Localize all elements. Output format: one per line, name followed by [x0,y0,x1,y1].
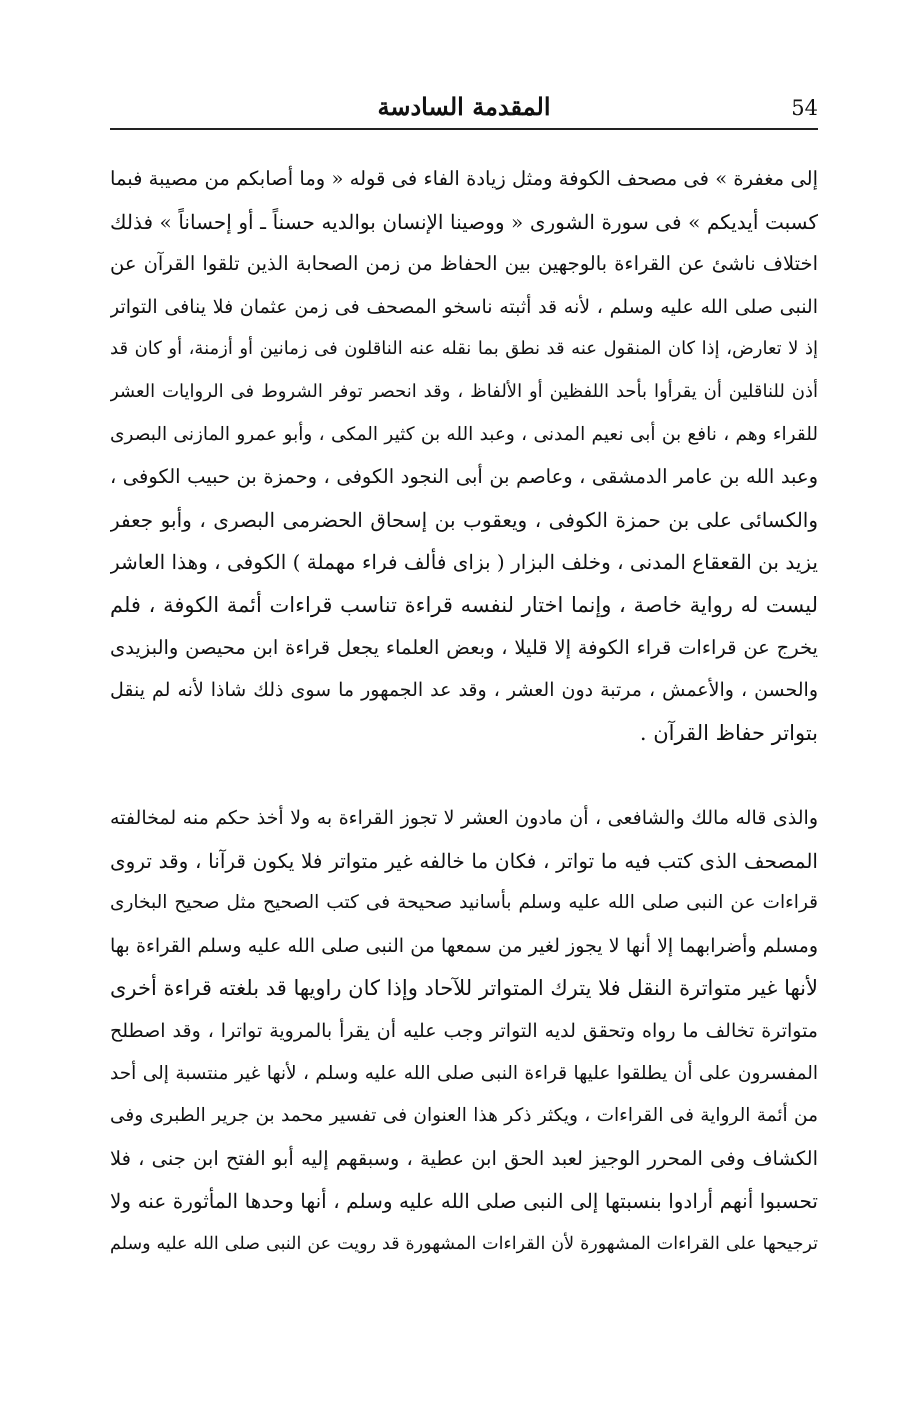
text-line: إذ لا تعارض، إذا كان المنقول عنه قد نطق بما نقله عنه الناقلون فى زمانين أو أزمنة، أو كان قد [110,338,818,360]
text-line: الكشاف وفى المحرر الوجيز لعبد الحق ابن عطية ، وسبقهم إليه أبو الفتح ابن جنى ، فلا [110,1146,818,1170]
text-line: ليست له رواية خاصة ، وإنما اختار لنفسه قراءة تناسب قراءات أئمة الكوفة ، فلم [110,592,818,617]
text-line: بتواتر حفاظ القرآن . [639,720,818,745]
text-line: والذى قاله مالك والشافعى ، أن مادون العشر لا تجوز القراءة به ولا أخذ حكم منه لمخالفته [110,807,818,829]
text-line: أذن للناقلين أن يقرأوا بأحد اللفظين أو الألفاظ ، وقد انحصر توفر الشروط فى الروايات العشر [110,380,818,402]
text-line: قراءات عن النبى صلى الله عليه وسلم بأسانيد صحيحة فى كتب الصحيح مثل صحيح البخارى [110,892,818,914]
text-line: كسبت أيديكم » فى سورة الشورى « ووصينا الإنسان بوالديه حسناً ـ أو إحساناً » فذلك [110,209,818,234]
text-line: يزيد بن القعقاع المدنى ، وخلف البزار ( بزاى فألف فراء مهملة ) الكوفى ، وهذا العاشر [110,550,818,575]
text-line: النبى صلى الله عليه وسلم ، لأنه قد أثبته ناسخو المصحف فى زمن عثمان فلا ينافى التواتر [110,295,818,318]
page-header [110,88,818,130]
text-line: المفسرون على أن يطلقوا عليها قراءة النبى صلى الله عليه وسلم ، لأنها غير منتسبة إلى أحد [110,1062,818,1084]
page-number: 54 [791,96,818,120]
paragraph-1 [110,158,818,754]
text-line: للقراء وهم ، نافع بن أبى نعيم المدنى ، وعبد الله بن كثير المكى ، وأبو عمرو المازنى البصرى [110,423,818,445]
text-line: لأنها غير متواترة النقل فلا يترك المتواتر للآحاد وإذا كان راويها قد بلغته قراءة أخرى [110,976,818,1001]
text-line: إلى مغفرة » فى مصحف الكوفة ومثل زيادة الفاء فى قوله « وما أصابكم من مصيبة فبما [110,167,818,190]
text-line: اختلاف ناشئ عن القراءة بالوجهين بين الحفاظ من زمن الصحابة الذين تلقوا القرآن عن [110,252,818,276]
text-line: من أئمة الرواية فى القراءات ، ويكثر ذكر هذا العنوان فى تفسير محمد بن جرير الطبرى وفى [110,1105,818,1127]
paragraph-2 [110,797,818,1266]
text-line: ترجيحها على القراءات المشهورة لأن القراءات المشهورة قد رويت عن النبى صلى الله عليه وسلم [110,1233,818,1254]
text-line: والكسائى على بن حمزة الكوفى ، ويعقوب بن إسحاق الحضرمى البصرى ، وأبو جعفر [110,507,818,532]
text-line: ومسلم وأضرابهما إلا أنها لا يجوز لغير من سمعها من النبى صلى الله عليه وسلم القراءة بها [110,934,818,957]
text-line: يخرج عن قراءات قراء الكوفة إلا قليلا ، وبعض العلماء يجعل قراءة ابن محيصن والبزيدى [110,635,818,659]
text-line: تحسبوا أنهم أرادوا بنسبتها إلى النبى صلى الله عليه وسلم ، أنها وحدها المأثورة عنه ولا [110,1189,818,1214]
text-line: وعبد الله بن عامر الدمشقى ، وعاصم بن أبى النجود الكوفى ، وحمزة بن حبيب الكوفى ، [110,465,818,489]
text-line: متواترة تخالف ما رواه وتحقق لديه التواتر وجب عليه أن يقرأ بالمروية تواترا ، وقد اصطلح [110,1019,818,1042]
text-line: والحسن ، والأعمش ، مرتبة دون العشر ، وقد عد الجمهور ما سوى ذلك شاذا لأنه لم ينقل [110,679,818,702]
running-title: المقدمة السادسة [377,92,551,121]
text-line: المصحف الذى كتب فيه ما تواتر ، فكان ما خالفه غير متواتر فلا يكون قرآنا ، وقد تروى [110,848,818,873]
